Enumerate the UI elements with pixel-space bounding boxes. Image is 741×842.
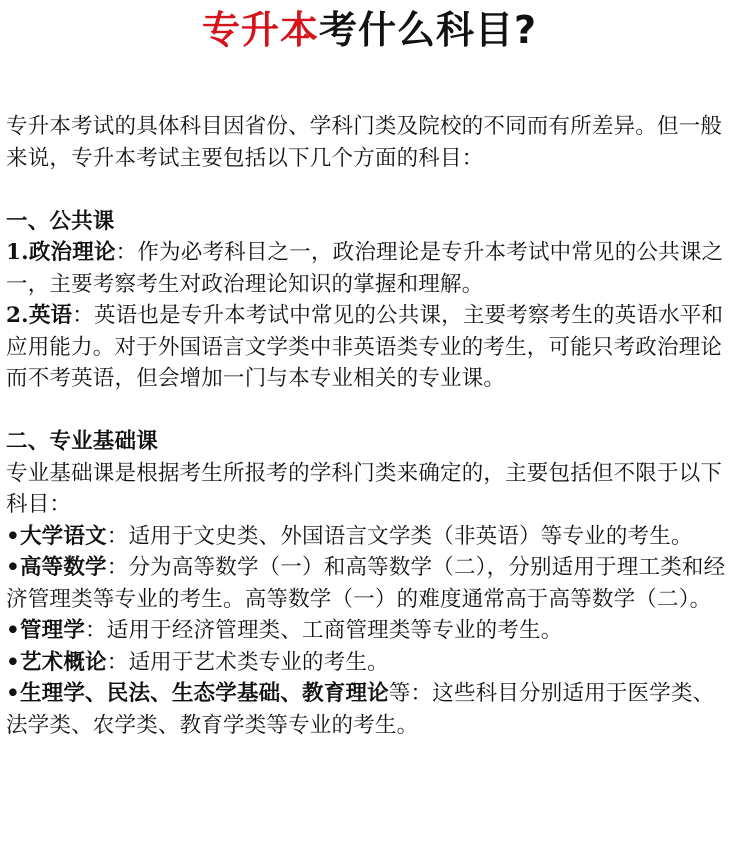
list-item (6, 678, 733, 741)
item-label: •艺术概论 (6, 649, 107, 675)
title-highlight: 专升本 (201, 8, 319, 52)
item-text: 适用于经济管理类、工商管理类等专业的考生。 (106, 618, 563, 643)
item-separator: ： (106, 555, 129, 580)
item-separator: ： (115, 240, 138, 265)
page-title (6, 0, 733, 60)
section-intro: 专业基础课是根据考生所报考的学科门类来确定的，主要包括但不限于以下科目： (6, 460, 723, 517)
item-text: 作为必考科目之一，政治理论是专升本考试中常见的公共课之一，主要考察考生对政治理论知识的掌握和理解。 (6, 240, 724, 297)
list-item (6, 521, 733, 553)
item-separator: ： (85, 618, 107, 643)
title-rest: 考什么科目? (318, 8, 538, 52)
spacer (6, 174, 733, 206)
list-item (6, 237, 733, 300)
item-label: 2.英语 (6, 303, 73, 328)
item-text: 这些科目分别适用于医学类、法学类、农学类、教育学类等专业的考生。 (6, 681, 715, 738)
item-text: 适用于艺术类专业的考生。 (128, 649, 389, 675)
list-item (6, 647, 733, 679)
item-separator: ： (106, 523, 129, 549)
intro-paragraph: 专升本考试的具体科目因省份、学科门类及院校的不同而有所差异。但一般来说，专升本考试主要包括以下几个方面的科目： (6, 114, 723, 171)
list-item (6, 615, 733, 647)
item-text: 分为高等数学（一）和高等数学（二），分别适用于理工类和经济管理类等专业的考生。高等数学（一）的难度通常高于高等数学（二）。 (6, 555, 726, 612)
item-label: •高等数学 (6, 555, 107, 580)
list-item (6, 552, 733, 615)
item-separator: ： (72, 303, 94, 328)
article-body (6, 111, 733, 741)
spacer (6, 395, 733, 427)
section-heading-public: 一、公共课 (6, 208, 115, 234)
item-separator: 等： (388, 681, 433, 706)
item-label: 1.政治理论 (6, 240, 116, 265)
section-heading-basic: 二、专业基础课 (6, 429, 158, 454)
list-item (6, 300, 733, 395)
item-label: •大学语文 (6, 523, 107, 549)
item-text: 英语也是专升本考试中常见的公共课，主要考察考生的英语水平和应用能力。对于外国语言文学类中非英语类专业的考生，可能只考政治理论而不考英语，但会增加一门与本专业相关的专业课。 (6, 303, 724, 391)
item-text: 适用于文史类、外国语言文学类（非英语）等专业的考生。 (128, 523, 693, 549)
item-label: •管理学 (6, 618, 86, 643)
item-separator: ： (106, 649, 129, 675)
item-label: •生理学、民法、生态学基础、教育理论 (6, 681, 389, 706)
